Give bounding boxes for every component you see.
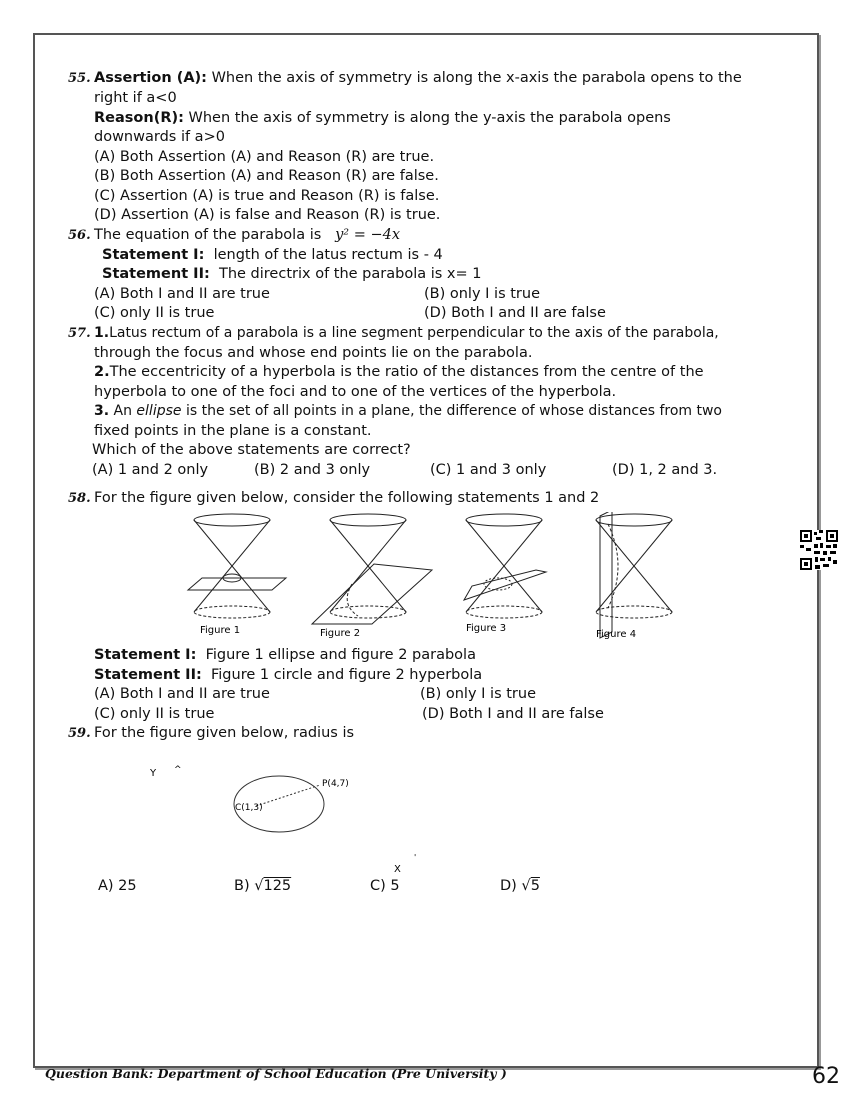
q55-assertion-cont: right if a<0: [94, 90, 177, 106]
q55-reason: [94, 109, 671, 127]
page-number: 62: [812, 1064, 840, 1089]
q59-option-d-prefix: D): [500, 878, 517, 894]
q59-option-d-radicand: 5: [530, 878, 540, 894]
q57-option-a: (A) 1 and 2 only: [92, 462, 209, 478]
conic-sections-figures: [180, 512, 680, 642]
figure-4-caption: Figure 4: [596, 629, 637, 640]
q58-statement-1: [94, 646, 476, 664]
q56-s1-text: length of the latus rectum is - 4: [213, 247, 443, 263]
q57-p1-a: Latus rectum of a parabola is a line segment perpendicular to the axis of the parabola,: [109, 325, 719, 341]
q59-number: 59.: [68, 726, 91, 741]
q57-statement-2: [94, 363, 704, 381]
q58-stem: For the figure given below, consider the following statements 1 and 2: [94, 490, 600, 506]
q59-option-b: B) √125: [234, 878, 292, 894]
q57-statement-1: [94, 324, 719, 342]
q56-option-b: (B) only I is true: [424, 286, 540, 302]
q57-option-d: (D) 1, 2 and 3.: [612, 462, 718, 478]
q57-p3-a: is the set of all points in a plane, the difference of whose distances from two: [185, 403, 722, 419]
y-axis-label: Y: [150, 768, 157, 779]
reason-label: Reason(R):: [94, 110, 184, 126]
figure-3-caption: Figure 3: [466, 623, 507, 634]
figure-1-caption: Figure 1: [200, 625, 241, 636]
q57-p3-pre: An: [113, 403, 132, 419]
q58-option-d: (D) Both I and II are false: [422, 706, 604, 722]
q57-question: Which of the above statements are correct?: [92, 442, 411, 458]
q56-equation: y² = −4x: [335, 227, 401, 243]
q56-statement-1: [102, 246, 443, 264]
q57-statement-3-cont: fixed points in the plane is a constant.: [94, 423, 372, 439]
q55-option-c: (C) Assertion (A) is true and Reason (R) is false.: [94, 188, 440, 204]
assertion-label: Assertion (A):: [94, 70, 207, 86]
q55-option-a: (A) Both Assertion (A) and Reason (R) are true.: [94, 149, 435, 165]
q56-number: 56.: [68, 228, 91, 243]
q57-number: 57.: [68, 326, 91, 341]
q58-s2-label: Statement II:: [94, 667, 202, 683]
q59-option-c: C) 5: [370, 878, 400, 894]
q58-number: 58.: [68, 491, 91, 506]
q56-s2-label: Statement II:: [102, 266, 210, 282]
q57-statement-3: [94, 402, 722, 420]
x-axis-label: X: [394, 864, 401, 875]
q57-statement-1-cont: through the focus and whose end points lie on the parabola.: [94, 345, 533, 361]
q55-number: 55.: [68, 71, 91, 86]
q57-p2-a: The eccentricity of a hyperbola is the ratio of the distances from the centre of the: [109, 364, 704, 380]
q57-p3-num: 3.: [94, 403, 110, 419]
q58-option-c: (C) only II is true: [94, 706, 215, 722]
x-axis-arrow: ': [414, 853, 417, 862]
figure-1-double-cone: [188, 514, 286, 618]
q56-s2-text: The directrix of the parabola is x= 1: [218, 266, 482, 282]
q59-option-b-radicand: 125: [263, 878, 292, 894]
q55-option-b: (B) Both Assertion (A) and Reason (R) are false.: [94, 168, 439, 184]
q57-option-c: (C) 1 and 3 only: [430, 462, 547, 478]
q55-option-d: (D) Assertion (A) is false and Reason (R) is true.: [94, 207, 441, 223]
q58-statement-2: [94, 666, 482, 684]
q58-s1-label: Statement I:: [94, 647, 197, 663]
q56-statement-2: [102, 265, 481, 283]
q56-s1-label: Statement I:: [102, 247, 205, 263]
q58-option-b: (B) only I is true: [420, 686, 536, 702]
q58-s2-text: Figure 1 circle and figure 2 hyperbola: [210, 667, 483, 683]
q56-option-c: (C) only II is true: [94, 305, 215, 321]
q56-stem-text: The equation of the parabola is: [94, 227, 322, 243]
qr-code: [800, 530, 838, 570]
q55-reason-cont: downwards if a>0: [94, 129, 225, 145]
footer-text: Question Bank: Department of School Education (Pre University ): [45, 1066, 507, 1081]
q59-option-d: D) √5: [500, 878, 540, 894]
q57-option-b: (B) 2 and 3 only: [254, 462, 371, 478]
figure-2-double-cone: [312, 514, 432, 624]
point-p-label: P(4,7): [322, 779, 349, 789]
q56-option-d: (D) Both I and II are false: [424, 305, 606, 321]
q58-s1-text: Figure 1 ellipse and figure 2 parabola: [205, 647, 476, 663]
point-c-label: C(1,3): [235, 803, 263, 813]
q59-stem: For the figure given below, radius is: [94, 725, 355, 741]
q59-option-b-prefix: B): [234, 878, 250, 894]
q56-option-a: (A) Both I and II are true: [94, 286, 270, 302]
figure-2-caption: Figure 2: [320, 628, 361, 639]
q56-stem: [94, 226, 400, 244]
q55-assertion: [94, 69, 742, 87]
radius-line: [256, 785, 320, 806]
circle-figure: [140, 760, 440, 880]
y-axis-arrow: ^: [174, 765, 182, 775]
assertion-text: When the axis of symmetry is along the x-axis the parabola opens to the: [211, 70, 742, 86]
figure-4-double-cone: [596, 512, 672, 638]
reason-text: When the axis of symmetry is along the y-axis the parabola opens: [188, 110, 671, 126]
q59-option-a: A) 25: [98, 878, 137, 894]
q58-option-a: (A) Both I and II are true: [94, 686, 270, 702]
q57-p2-num: 2.: [94, 364, 110, 380]
q57-statement-2-cont: hyperbola to one of the foci and to one of the vertices of the hyperbola.: [94, 384, 617, 400]
q57-p1-num: 1.: [94, 325, 110, 341]
figure-3-double-cone: [464, 514, 546, 618]
q57-p3-em: ellipse: [136, 403, 182, 419]
